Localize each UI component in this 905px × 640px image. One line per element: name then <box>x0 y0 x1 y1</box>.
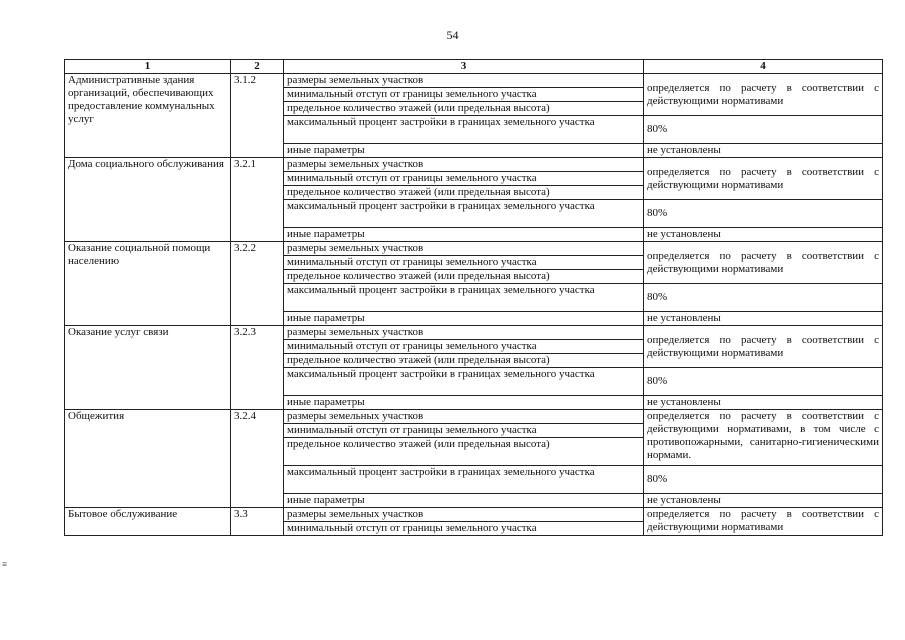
parameter-value: не установлены <box>644 312 883 326</box>
parameter-name: иные параметры <box>284 494 644 508</box>
parameter-value: не установлены <box>644 144 883 158</box>
table-header-row <box>65 60 883 74</box>
parameter-name: предельное количество этажей (или предельная высота) <box>284 186 644 200</box>
land-use-name: Бытовое обслуживание <box>65 508 231 536</box>
land-use-code: 3.3 <box>231 508 284 536</box>
parameter-name: минимальный отступ от границы земельного участка <box>284 172 644 186</box>
parameter-value: определяется по расчету в соответствии с действующими нормативами <box>644 158 883 200</box>
parameter-name: иные параметры <box>284 144 644 158</box>
land-use-name: Дома социального обслуживания <box>65 158 231 242</box>
land-use-name: Оказание услуг связи <box>65 326 231 410</box>
parameter-name: минимальный отступ от границы земельного участка <box>284 256 644 270</box>
parameter-value: определяется по расчету в соответствии с действующими нормативами, в том числе с противопожарными, санитарно-гигиеническими нормами. <box>644 410 883 466</box>
parameter-name: предельное количество этажей (или предельная высота) <box>284 102 644 116</box>
table-row <box>65 158 883 172</box>
parameter-value: определяется по расчету в соответствии с действующими нормативами <box>644 74 883 116</box>
parameter-name: максимальный процент застройки в границах земельного участка <box>284 368 644 396</box>
parameter-name: максимальный процент застройки в границах земельного участка <box>284 200 644 228</box>
parameter-name: иные параметры <box>284 396 644 410</box>
land-use-code: 3.2.3 <box>231 326 284 410</box>
land-use-name: Общежития <box>65 410 231 508</box>
land-use-name: Оказание социальной помощи населению <box>65 242 231 326</box>
parameter-name: иные параметры <box>284 312 644 326</box>
parameter-value: 80% <box>644 368 883 396</box>
land-use-code: 3.2.1 <box>231 158 284 242</box>
parameter-name: максимальный процент застройки в границах земельного участка <box>284 284 644 312</box>
parameter-name: минимальный отступ от границы земельного участка <box>284 88 644 102</box>
parameter-name: иные параметры <box>284 228 644 242</box>
parameter-value: определяется по расчету в соответствии с действующими нормативами <box>644 508 883 536</box>
table-row <box>65 326 883 340</box>
parameter-name: размеры земельных участков <box>284 242 644 256</box>
page-number: 54 <box>446 28 459 42</box>
parameter-value: 80% <box>644 284 883 312</box>
parameter-name: размеры земельных участков <box>284 508 644 522</box>
land-use-code: 3.2.4 <box>231 410 284 508</box>
parameter-value: 80% <box>644 200 883 228</box>
parameter-value: не установлены <box>644 228 883 242</box>
parameter-name: размеры земельных участков <box>284 158 644 172</box>
land-use-code: 3.1.2 <box>231 74 284 158</box>
column-header: 2 <box>231 60 284 74</box>
parameter-name: размеры земельных участков <box>284 410 644 424</box>
parameter-value: определяется по расчету в соответствии с действующими нормативами <box>644 242 883 284</box>
parameter-name: размеры земельных участков <box>284 326 644 340</box>
land-use-code: 3.2.2 <box>231 242 284 326</box>
parameter-name: предельное количество этажей (или предельная высота) <box>284 438 644 466</box>
column-header: 4 <box>644 60 883 74</box>
parameter-name: предельное количество этажей (или предельная высота) <box>284 354 644 368</box>
parameter-name: предельное количество этажей (или предельная высота) <box>284 270 644 284</box>
regulations-table <box>64 59 883 536</box>
table-row <box>65 410 883 424</box>
parameter-value: не установлены <box>644 396 883 410</box>
table-row <box>65 508 883 522</box>
margin-mark: ≡ <box>2 559 8 569</box>
table-row <box>65 74 883 88</box>
parameter-name: минимальный отступ от границы земельного участка <box>284 340 644 354</box>
parameter-name: минимальный отступ от границы земельного участка <box>284 424 644 438</box>
parameter-value: 80% <box>644 116 883 144</box>
parameter-name: минимальный отступ от границы земельного участка <box>284 522 644 536</box>
parameter-name: размеры земельных участков <box>284 74 644 88</box>
table-row <box>65 242 883 256</box>
parameter-name: максимальный процент застройки в границах земельного участка <box>284 116 644 144</box>
parameter-value: 80% <box>644 466 883 494</box>
parameter-value: не установлены <box>644 494 883 508</box>
land-use-name: Административные здания организаций, обеспечивающих предоставление коммунальных услуг <box>65 74 231 158</box>
column-header: 3 <box>284 60 644 74</box>
parameter-name: максимальный процент застройки в границах земельного участка <box>284 466 644 494</box>
parameter-value: определяется по расчету в соответствии с действующими нормативами <box>644 326 883 368</box>
column-header: 1 <box>65 60 231 74</box>
